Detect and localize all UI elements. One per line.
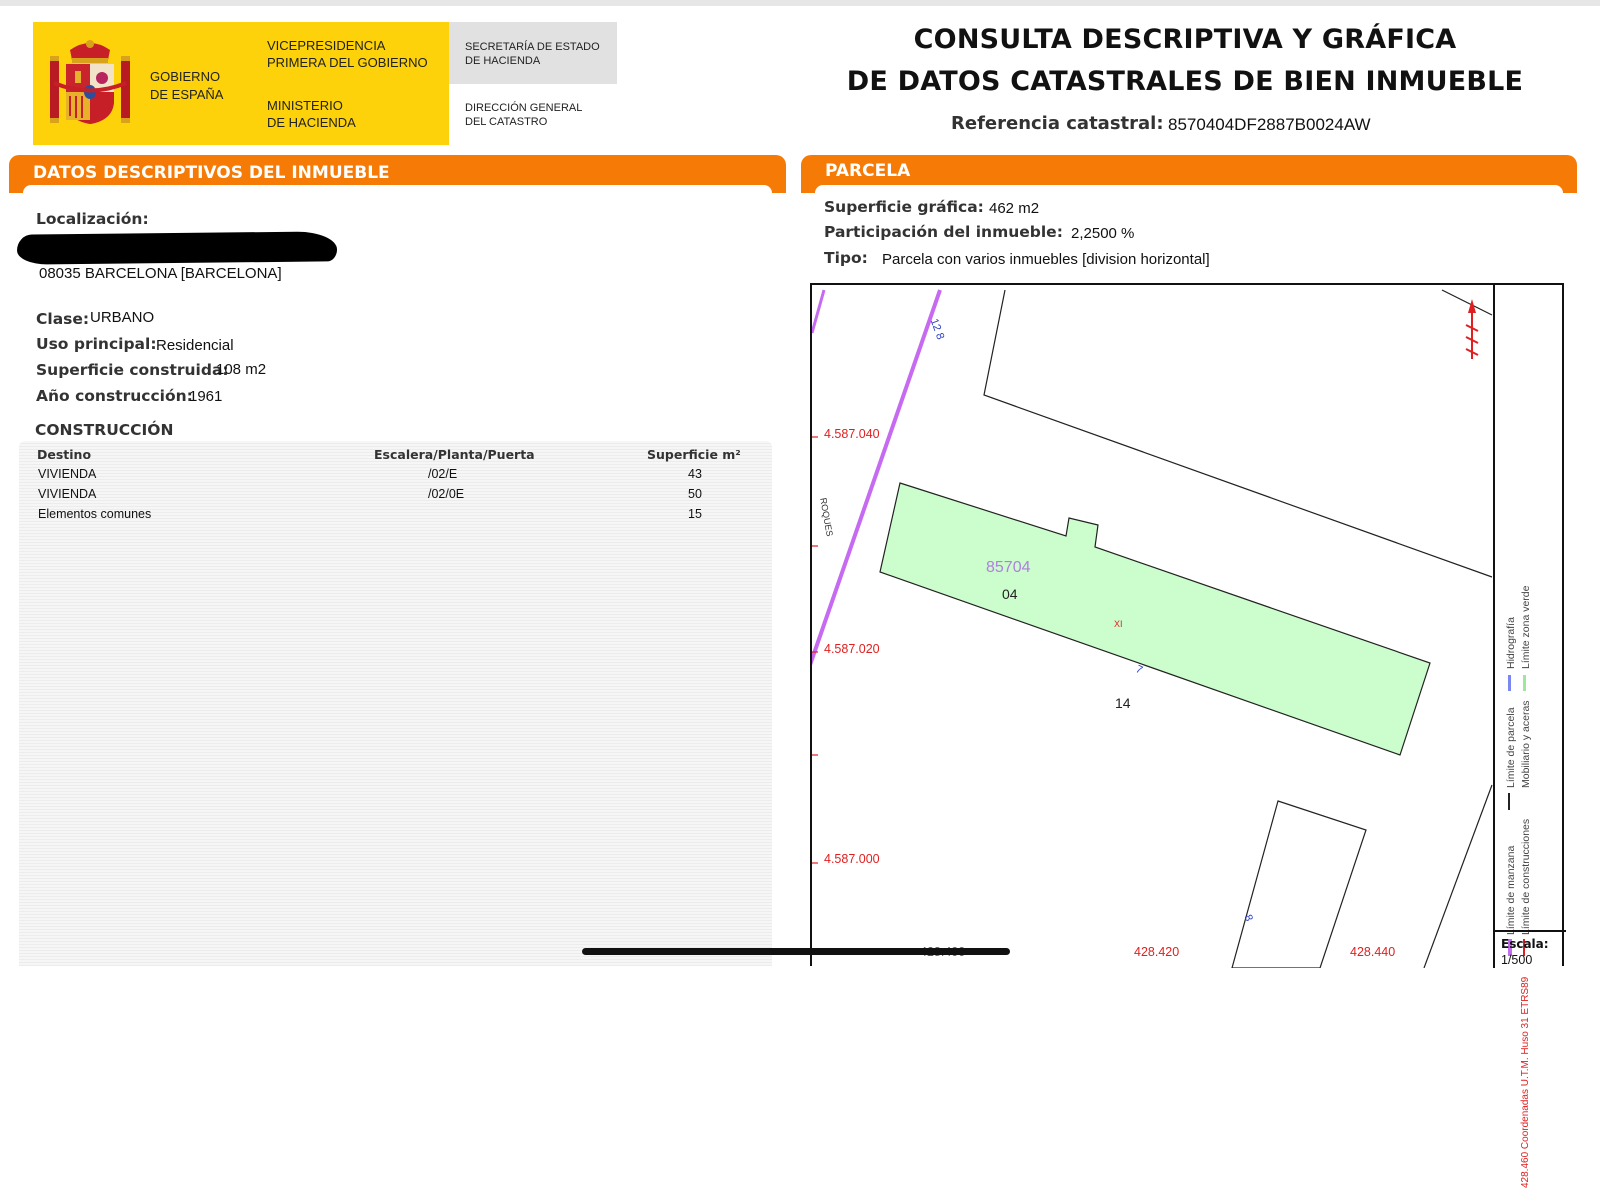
col-escalera: Escalera/Planta/Puerta: [374, 447, 535, 462]
table-cell: /02/E: [428, 467, 458, 481]
gobierno-line2: DE ESPAÑA: [150, 87, 224, 102]
superficie-grafica-value: 462 m2: [989, 200, 1040, 217]
top-edge: [0, 0, 1600, 6]
anio-value: 1961: [189, 388, 223, 405]
y-coord-label: 4.587.020: [824, 642, 880, 656]
table-cell: /02/0E: [428, 487, 465, 501]
table-cell: 15: [688, 507, 702, 521]
document-title-line2: DE DATOS CATASTRALES DE BIEN INMUEBLE: [846, 66, 1524, 97]
tipo-value: Parcela con varios inmuebles [division horizontal]: [882, 251, 1210, 268]
y-coord-label: 4.587.040: [824, 427, 880, 441]
clase-label: Clase:: [36, 310, 90, 328]
tipo-label: Tipo:: [824, 249, 868, 267]
home-indicator[interactable]: [582, 948, 1010, 955]
localizacion-value: 08035 BARCELONA [BARCELONA]: [39, 265, 282, 282]
street-name: ROQUES: [818, 497, 835, 538]
legend-zona-verde: Límite zona verde: [1520, 585, 1532, 669]
descriptivos-title: DATOS DESCRIPTIVOS DEL INMUEBLE: [33, 163, 390, 183]
legend-coordenadas: 428.460 Coordenadas U.T.M. Huso 31 ETRS89: [1520, 976, 1531, 1188]
ministerio-line2: DE HACIENDA: [267, 115, 356, 130]
x-coord-label: 428.420: [1134, 945, 1180, 959]
uso-value: Residencial: [156, 337, 234, 354]
construccion-title: CONSTRUCCIÓN: [35, 421, 174, 439]
col-superficie: Superficie m²: [647, 447, 741, 462]
redaction-mark: [17, 231, 337, 264]
parcel-id: 85704: [986, 559, 1031, 576]
table-row: VIVIENDA: [38, 467, 97, 481]
street-number: 12 8: [927, 317, 947, 342]
vicepresidencia-line1: VICEPRESIDENCIA: [267, 38, 386, 53]
table-row: VIVIENDA: [38, 487, 97, 501]
legend-manzana: Límite de manzana: [1505, 845, 1517, 935]
table-row: Elementos comunes: [38, 507, 152, 521]
xi-mark: XI: [1114, 619, 1123, 629]
map-drawing: [812, 285, 1496, 968]
clase-value: URBANO: [90, 309, 155, 326]
document-title-line1: CONSULTA DESCRIPTIVA Y GRÁFICA: [913, 24, 1457, 55]
legend-hidrografia: Hidrografía: [1505, 617, 1517, 669]
scale-value: 1/500: [1501, 953, 1533, 967]
legend-hidrografia-swatch: [1508, 675, 1511, 691]
parcela-title: PARCELA: [825, 161, 911, 181]
uso-label: Uso principal:: [36, 335, 157, 353]
secretaria-line1: SECRETARÍA DE ESTADO: [465, 41, 600, 53]
direccion-line2: DEL CATASTRO: [465, 116, 548, 128]
number-seven: 7: [1133, 663, 1145, 677]
y-coord-label: 4.587.000: [824, 852, 880, 866]
superficie-construida-label: Superficie construida:: [36, 361, 229, 379]
legend-construcciones: Límite de construcciones: [1520, 818, 1532, 935]
parcela-bar: [801, 155, 1577, 193]
descriptivos-bar: [9, 155, 786, 193]
scale-box: [1493, 930, 1566, 968]
secretaria-line2: DE HACIENDA: [465, 55, 541, 67]
coat-of-arms-icon: [48, 38, 132, 128]
legend-parcela: Límite de parcela: [1505, 707, 1517, 788]
direccion-line1: DIRECCIÓN GENERAL: [465, 102, 583, 114]
vicepresidencia-line2: PRIMERA DEL GOBIERNO: [267, 55, 428, 70]
legend-mobiliario: Mobiliario y aceras: [1520, 700, 1532, 788]
anio-label: Año construcción:: [36, 387, 193, 405]
neighbor-number: 14: [1115, 695, 1131, 711]
table-cell: 50: [688, 487, 702, 501]
participacion-label: Participación del inmueble:: [824, 223, 1063, 241]
ministerio-line1: MINISTERIO: [267, 98, 343, 113]
superficie-construida-value: 108 m2: [216, 361, 267, 378]
table-cell: 43: [688, 467, 702, 481]
localizacion-label: Localización:: [36, 210, 149, 228]
referencia-value: 8570404DF2887B0024AW: [1168, 115, 1371, 134]
superficie-grafica-label: Superficie gráfica:: [824, 198, 984, 216]
legend-zona-verde-swatch: [1523, 675, 1526, 691]
gobierno-line1: GOBIERNO: [150, 69, 221, 84]
north-arrow-icon: [1466, 299, 1478, 359]
number-eight: 8: [1241, 913, 1255, 923]
parcel-number: 04: [1002, 586, 1018, 602]
legend-parcela-swatch: [1508, 793, 1510, 810]
scale-label: Escala:: [1501, 937, 1549, 951]
x-coord-label: 428.440: [1350, 945, 1396, 959]
col-destino: Destino: [37, 447, 92, 462]
participacion-value: 2,2500 %: [1071, 225, 1135, 242]
referencia-label: Referencia catastral:: [951, 113, 1164, 134]
cadastral-map: [810, 283, 1564, 966]
